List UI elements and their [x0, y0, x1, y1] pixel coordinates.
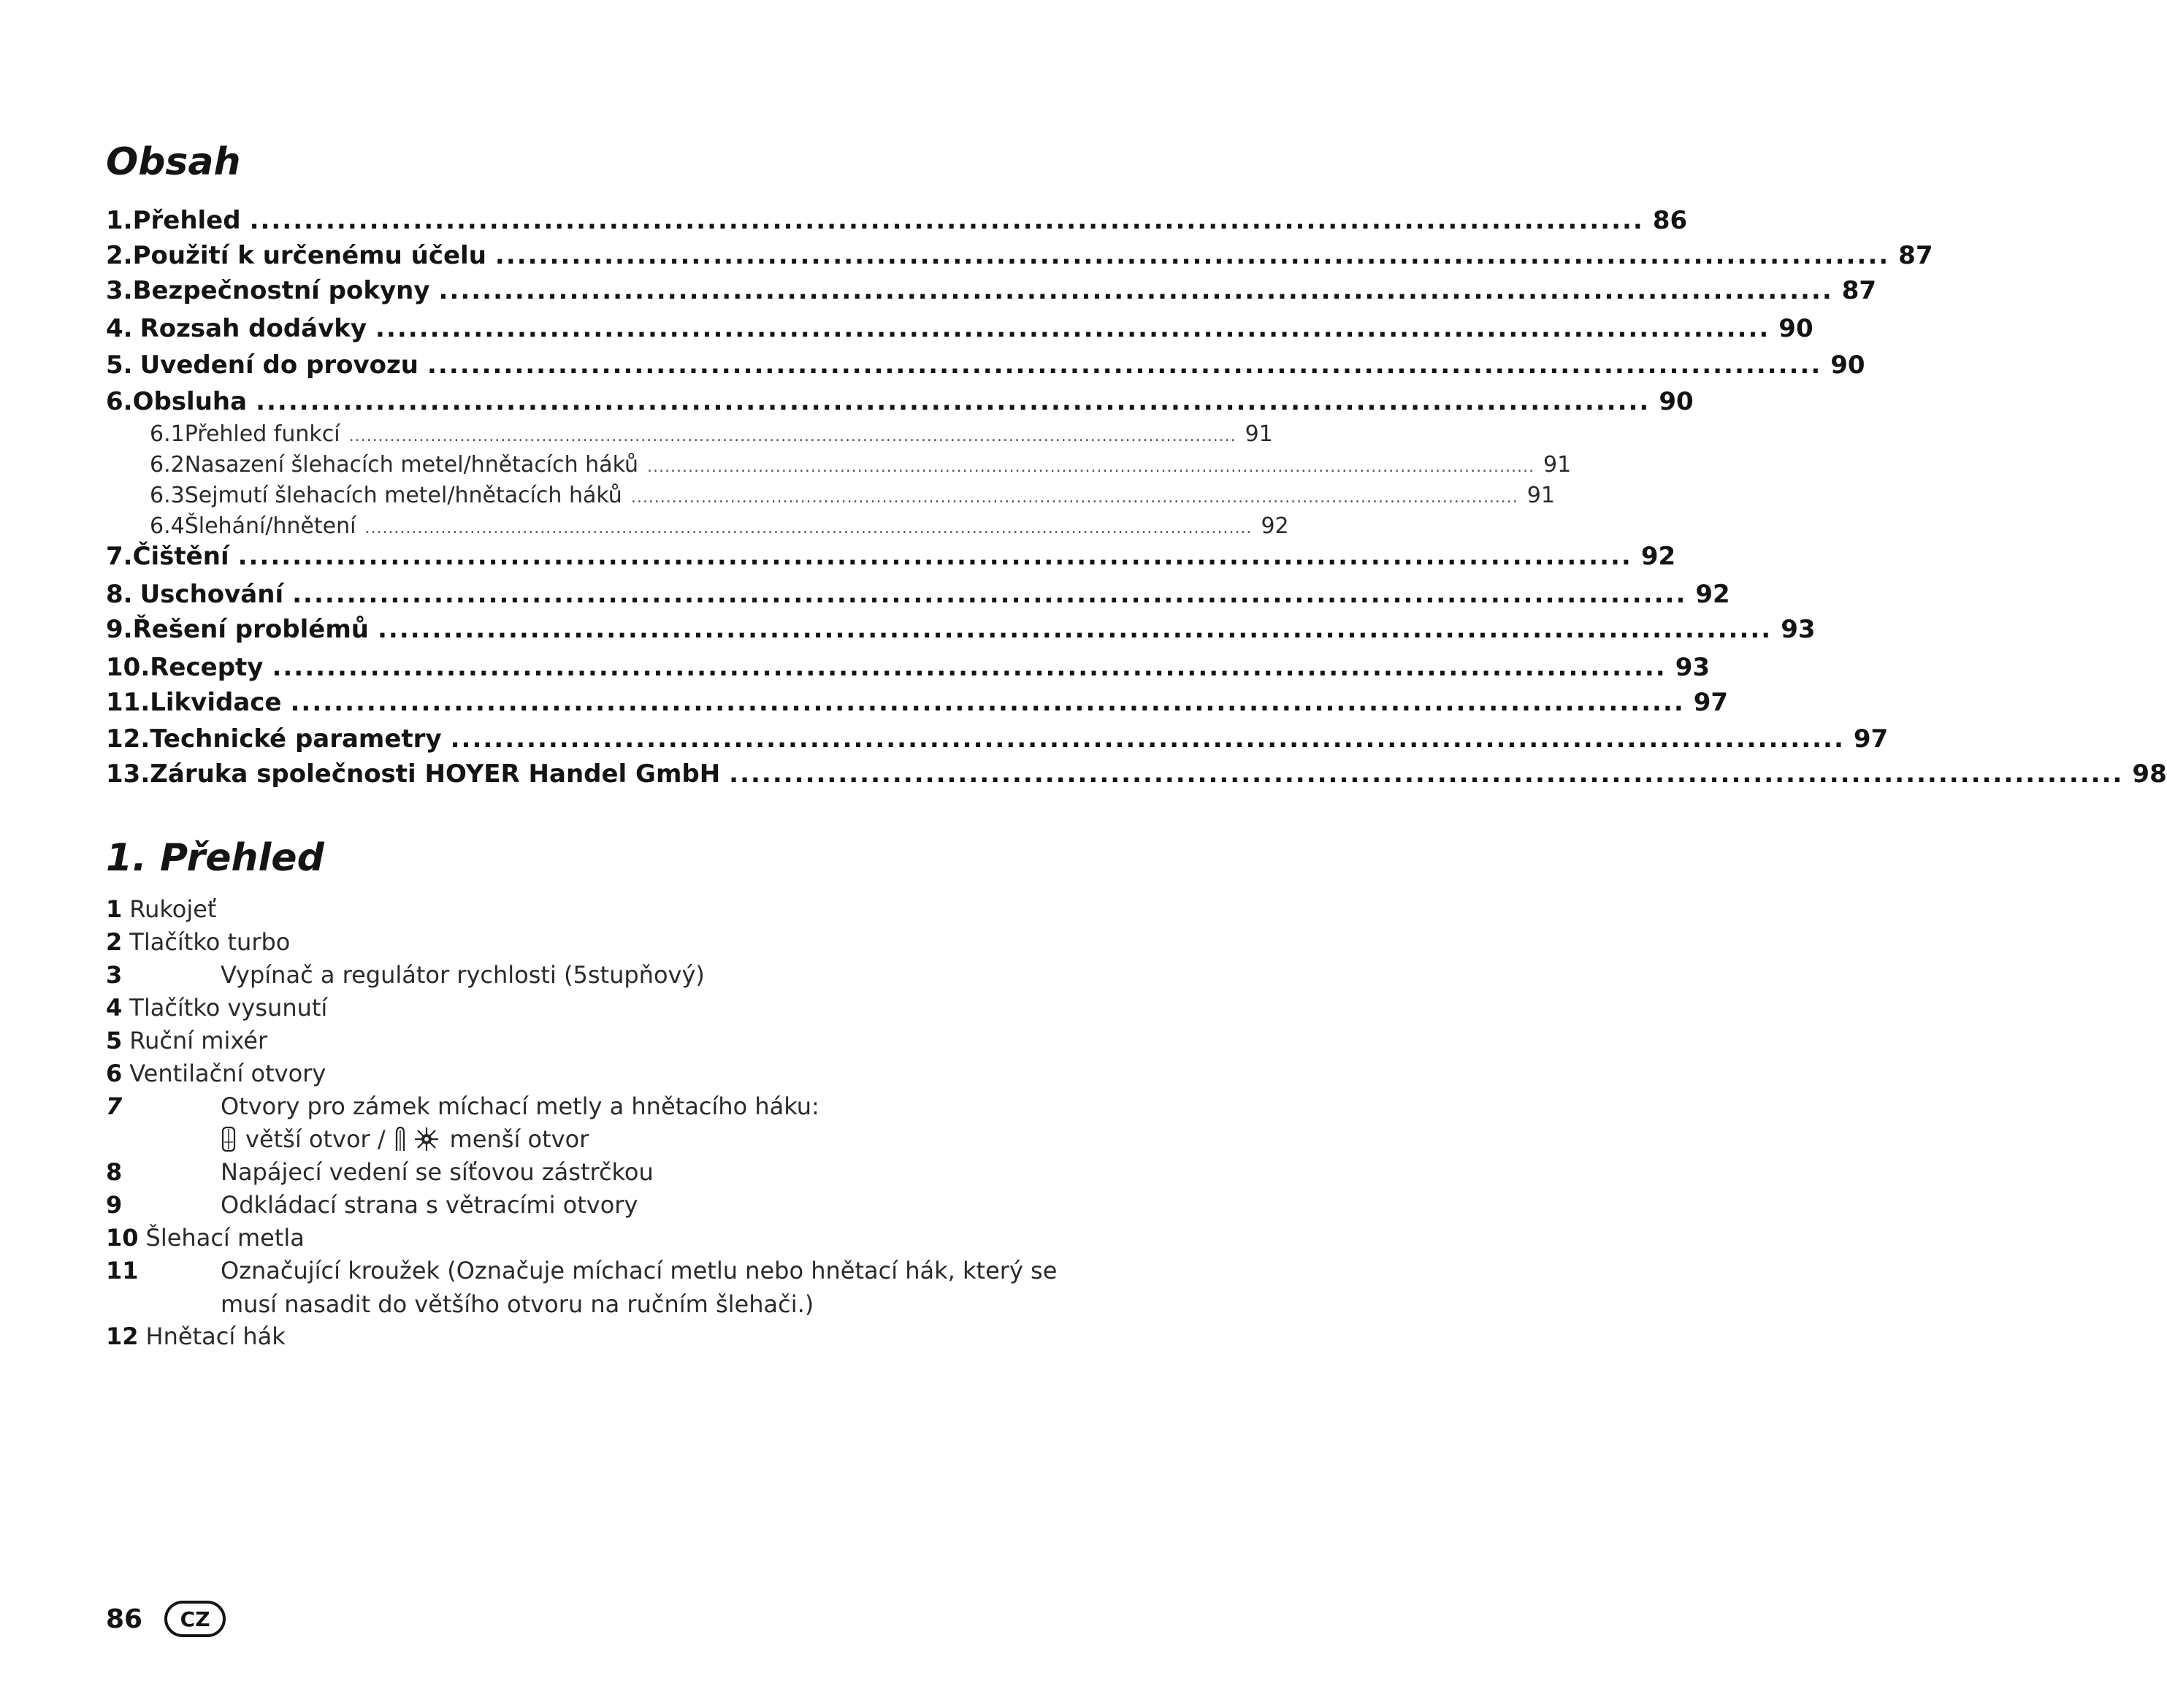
toc-entry[interactable] [106, 351, 1865, 380]
part-number: 10 [106, 1224, 139, 1252]
toc-entry-number: 6. [106, 387, 133, 416]
toc-entry-label: Recepty [150, 653, 264, 682]
part-label: Napájecí vedení se síťovou zástrčkou [221, 1158, 654, 1186]
toc-entry-page: 92 [1695, 580, 1730, 609]
toc-entry-page: 92 [1640, 542, 1676, 571]
toc-entry[interactable] [106, 542, 1676, 571]
list-item [106, 1254, 1077, 1321]
toc-entry-label: Bezpečnostní pokyny [132, 276, 430, 305]
toc-entry-page: 92 [1261, 513, 1289, 539]
small-opening-label: menší otvor [449, 1125, 589, 1153]
part-label: Rukojeť [129, 895, 217, 923]
toc-entry-label: Uschování [140, 580, 284, 609]
toc-entry-label: Řešení problémů [132, 615, 369, 644]
toc-entry-number: 6.4 [150, 513, 185, 539]
toc-entry[interactable] [106, 724, 1889, 754]
toc-entry-page: 87 [1898, 241, 1933, 270]
toc-entry-label: Přehled [132, 206, 241, 235]
toc-entry-page: 91 [1526, 483, 1555, 508]
toc-entry-label: Sejmutí šlehacích metel/hnětacích háků [184, 483, 622, 508]
toc-leader-dots: ................................................................................................................................ [494, 241, 1890, 270]
toc-subentry[interactable] [150, 513, 1289, 539]
toc-entry[interactable] [106, 387, 1694, 416]
toc-entry-label: Přehled funkcí [184, 421, 340, 447]
toc-leader-dots: ........................................................................................................................................................ [630, 489, 1518, 507]
list-item [106, 1188, 1077, 1222]
list-item [106, 892, 1077, 926]
part-label: Ruční mixér [129, 1027, 268, 1054]
toc-entry[interactable] [106, 241, 1933, 270]
toc-leader-dots: ........................................................................................................................................................ [364, 519, 1253, 537]
toc-entry-number: 6.2 [150, 452, 185, 478]
toc-leader-dots: ........................................................................................................................................................ [348, 427, 1237, 445]
country-badge: CZ [164, 1601, 226, 1637]
toc-leader-dots: ................................................................................................................................ [375, 314, 1770, 343]
toc-entry-number: 7. [106, 542, 133, 571]
toc-entry-page: 98 [2132, 759, 2167, 789]
part-7-openings [221, 1122, 589, 1156]
section-title: 1. Přehled [106, 836, 324, 880]
list-item [106, 1320, 1077, 1353]
toc-entry-label: Rozsah dodávky [140, 314, 367, 343]
toc-entry-label: Technické parametry [150, 724, 442, 754]
toc-entry-label: Uvedení do provozu [140, 351, 419, 380]
toc-entry-label: Likvidace [150, 688, 282, 717]
toc-entry-number: 1. [106, 206, 133, 235]
toc-entry[interactable] [106, 206, 1688, 235]
part-number: 6 [106, 1060, 123, 1087]
part-number: 2 [106, 928, 123, 956]
toc-entry-number: 5. [106, 351, 133, 380]
part-label: Hnětací hák [145, 1322, 286, 1350]
toc-entry[interactable] [106, 580, 1730, 609]
part-number: 7 [106, 1092, 123, 1120]
toc-entry-label: Záruka společnosti HOYER Handel GmbH [150, 759, 721, 789]
toc-leader-dots: ................................................................................................................................ [249, 206, 1644, 235]
toc-leader-dots: ................................................................................................................................ [377, 615, 1773, 644]
large-opening-label: větší otvor / [245, 1125, 386, 1153]
part-label: Otvory pro zámek míchací metly a hnětacího háku: [221, 1092, 819, 1120]
toc-entry-number: 4. [106, 314, 133, 343]
toc-leader-dots: ................................................................................................................................ [427, 351, 1822, 380]
part-label: Ventilační otvory [129, 1060, 326, 1087]
toc-entry-page: 90 [1830, 351, 1865, 380]
toc-entry-page: 90 [1778, 314, 1814, 343]
part-label: Odkládací strana s větracími otvory [221, 1191, 638, 1219]
toc-entry-page: 91 [1245, 421, 1273, 447]
part-label: Šlehací metla [145, 1224, 305, 1252]
toc-leader-dots: ................................................................................................................................ [272, 653, 1667, 682]
toc-entry-page: 97 [1693, 688, 1729, 717]
toc-entry[interactable] [106, 759, 2167, 789]
toc-entry-label: Použití k určenému účelu [132, 241, 486, 270]
toc-subentry[interactable] [150, 483, 1555, 508]
toc-leader-dots: ................................................................................................................................ [256, 387, 1651, 416]
toc-entry-number: 3. [106, 276, 133, 305]
part-label: Tlačítko turbo [129, 928, 291, 956]
toc-entry-number: 13. [106, 759, 150, 789]
part-number: 12 [106, 1322, 139, 1350]
toc-entry-page: 87 [1841, 276, 1877, 305]
toc-entry-number: 6.1 [150, 421, 185, 447]
toc-entry[interactable] [106, 653, 1711, 682]
list-item [106, 1221, 1077, 1255]
toc-leader-dots: ........................................................................................................................................................ [647, 458, 1535, 476]
part-label: Vypínač a regulátor rychlosti (5stupňový) [221, 961, 705, 989]
toc-entry-page: 93 [1781, 615, 1816, 644]
toc-subentry[interactable] [150, 452, 1572, 478]
toc-title: Obsah [106, 140, 241, 184]
toc-entry-page: 91 [1543, 452, 1572, 478]
toc-entry-page: 86 [1652, 206, 1688, 235]
list-item [106, 958, 1077, 992]
part-number: 11 [106, 1257, 139, 1284]
toc-entry[interactable] [106, 276, 1877, 305]
toc-entry-label: Šlehání/hnětení [184, 513, 356, 539]
toc-entry-number: 10. [106, 653, 150, 682]
toc-entry-number: 11. [106, 688, 150, 717]
list-item [106, 925, 1077, 959]
part-number: 4 [106, 994, 123, 1022]
toc-leader-dots: ................................................................................................................................ [237, 542, 1632, 571]
list-item [106, 1155, 1077, 1189]
toc-leader-dots: ................................................................................................................................ [729, 759, 2124, 789]
part-number: 5 [106, 1027, 123, 1054]
toc-entry-page: 93 [1675, 653, 1711, 682]
toc-entry-number: 9. [106, 615, 133, 644]
part-label: Označující kroužek (Označuje míchací metlu nebo hnětací hák, který se musí nasadit do většího otvoru na ručním šlehači.) [221, 1257, 1058, 1318]
toc-entry-label: Obsluha [132, 387, 248, 416]
list-item [106, 991, 1077, 1025]
toc-leader-dots: ................................................................................................................................ [292, 580, 1687, 609]
part-number: 8 [106, 1158, 123, 1186]
toc-entry[interactable] [106, 314, 1814, 343]
toc-entry-label: Čištění [132, 542, 229, 571]
toc-subentry[interactable] [150, 421, 1273, 447]
page-number: 86 [106, 1604, 143, 1634]
toc-leader-dots: ................................................................................................................................ [290, 688, 1685, 717]
page-footer [106, 1601, 226, 1637]
list-item [106, 1057, 1077, 1090]
toc-entry-label: Nasazení šlehacích metel/hnětacích háků [184, 452, 639, 478]
part-number: 1 [106, 895, 123, 923]
part-label: Tlačítko vysunutí [129, 994, 328, 1022]
toc-leader-dots: ................................................................................................................................ [450, 724, 1845, 754]
toc-leader-dots: ................................................................................................................................ [438, 276, 1833, 305]
whisk-small-icon [393, 1126, 408, 1152]
part-number: 9 [106, 1191, 123, 1219]
list-item [106, 1089, 1077, 1123]
list-item [106, 1024, 1077, 1057]
whisk-large-icon [221, 1126, 237, 1152]
toc-entry[interactable] [106, 688, 1729, 717]
toc-entry-page: 90 [1659, 387, 1694, 416]
toc-entry-page: 97 [1853, 724, 1889, 754]
toc-entry-number: 6.3 [150, 483, 185, 508]
toc-entry-number: 2. [106, 241, 133, 270]
toc-entry-number: 8. [106, 580, 133, 609]
dough-hook-icon [413, 1126, 440, 1152]
toc-entry-number: 12. [106, 724, 150, 754]
part-number: 3 [106, 961, 123, 989]
toc-entry[interactable] [106, 615, 1816, 644]
